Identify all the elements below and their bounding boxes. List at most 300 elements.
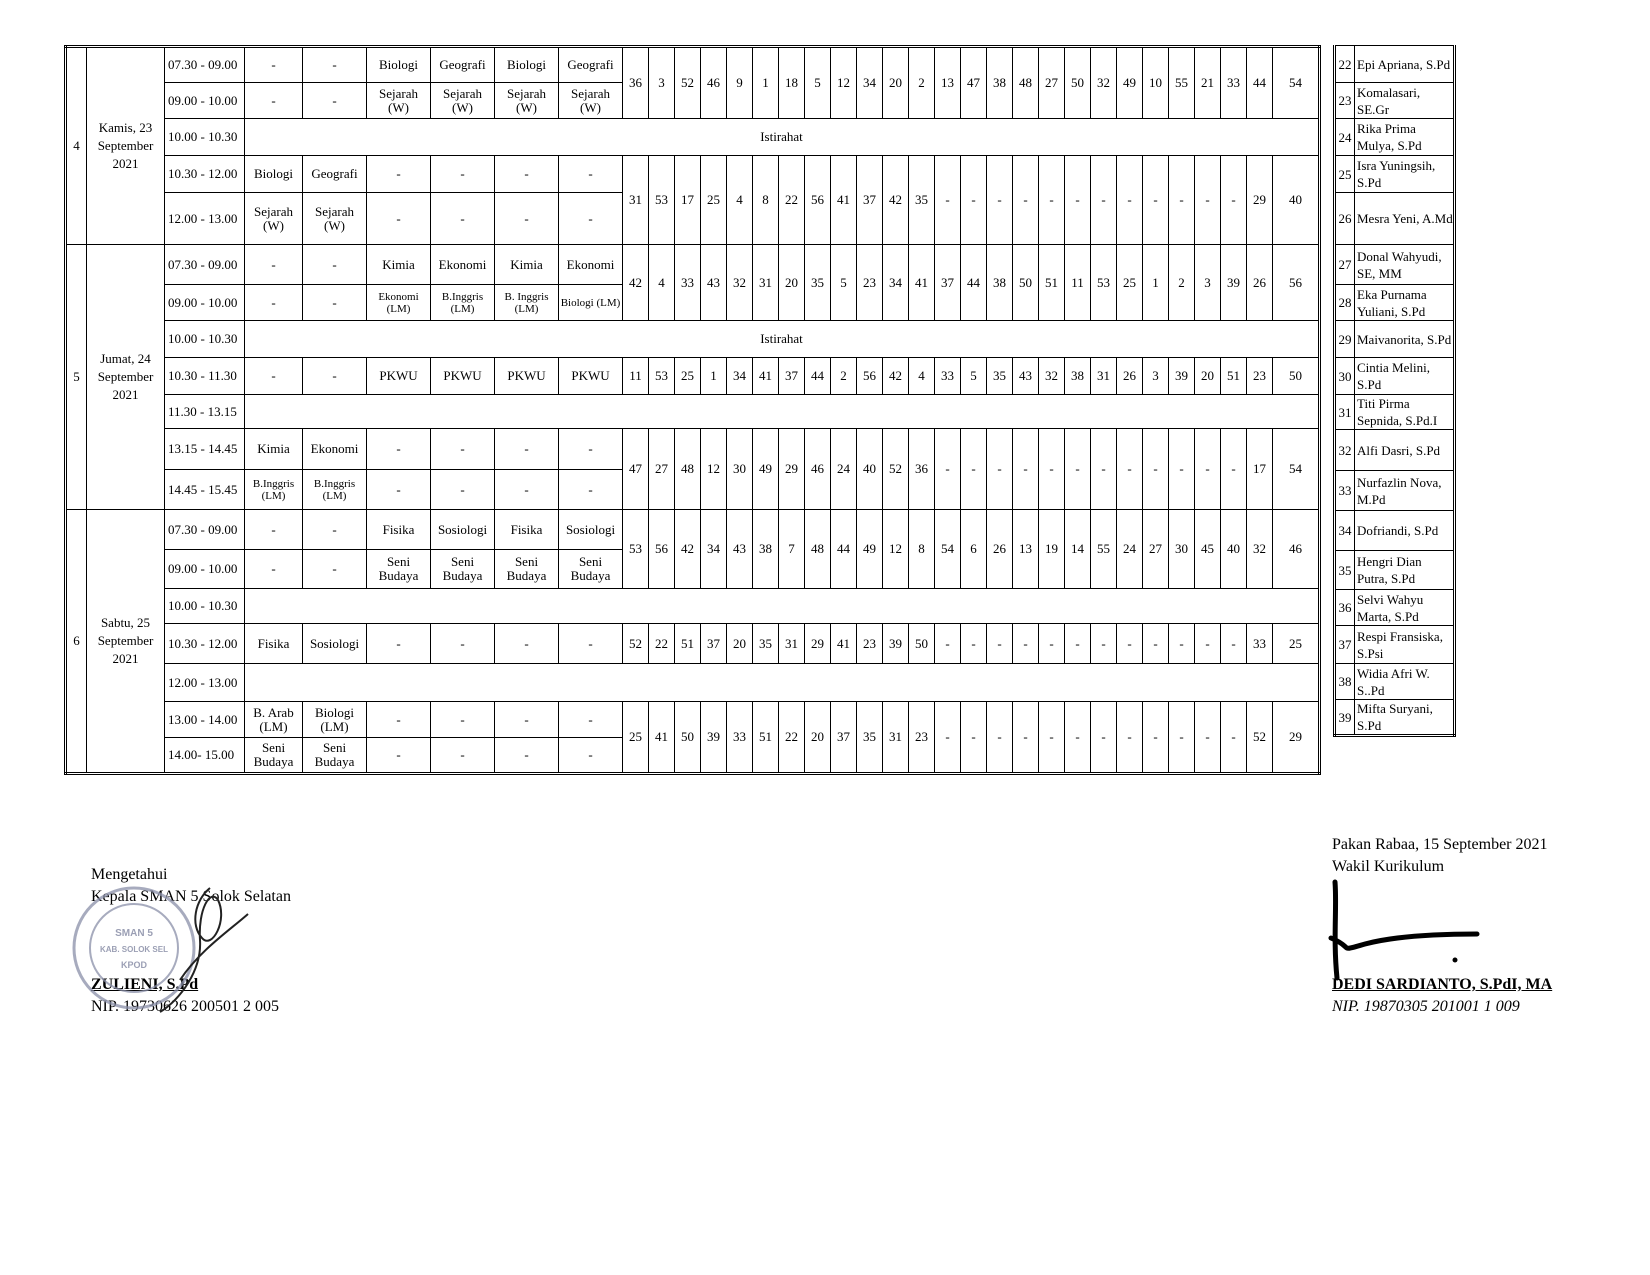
room-number-cell: -	[1065, 624, 1091, 664]
room-number-cell: 33	[935, 358, 961, 395]
subject-cell: Biologi	[245, 156, 303, 193]
subject-cell: B. Arab (LM)	[245, 702, 303, 738]
subject-cell: Kimia	[245, 429, 303, 470]
room-number-cell: -	[961, 156, 987, 245]
room-number-cell: 35	[857, 702, 883, 774]
subject-cell: Sosiologi	[559, 510, 623, 550]
subject-cell: -	[495, 193, 559, 245]
room-number-cell: 9	[727, 47, 753, 119]
room-number-cell: 27	[1143, 510, 1169, 589]
subject-cell: Geografi	[303, 156, 367, 193]
subject-cell: -	[367, 470, 431, 510]
room-number-cell: 34	[727, 358, 753, 395]
room-number-cell: 23	[857, 624, 883, 664]
subject-cell: Sosiologi	[303, 624, 367, 664]
room-number-cell: -	[1195, 429, 1221, 510]
room-number-cell: 12	[701, 429, 727, 510]
room-number-cell: 50	[1013, 245, 1039, 321]
time-slot: 10.30 - 12.00	[165, 156, 245, 193]
schedule-row	[66, 47, 1320, 83]
subject-cell: -	[367, 738, 431, 774]
teacher-number: 31	[1335, 395, 1355, 430]
subject-cell: -	[431, 156, 495, 193]
room-number-cell: 44	[805, 358, 831, 395]
subject-cell: Seni Budaya	[245, 738, 303, 774]
room-number-cell: 34	[701, 510, 727, 589]
subject-cell: -	[431, 702, 495, 738]
room-number-cell: 37	[779, 358, 805, 395]
room-number-cell: 51	[675, 624, 701, 664]
teacher-name: Nurfazlin Nova, M.Pd	[1355, 471, 1455, 511]
room-number-cell: -	[961, 702, 987, 774]
room-number-cell: 20	[805, 702, 831, 774]
room-number-cell: -	[987, 156, 1013, 245]
time-slot: 14.00- 15.00	[165, 738, 245, 774]
room-number-cell: 53	[1091, 245, 1117, 321]
room-number-cell: 1	[1143, 245, 1169, 321]
room-number-cell: -	[1117, 156, 1143, 245]
room-number-cell: 33	[1221, 47, 1247, 119]
subject-cell: Kimia	[367, 245, 431, 285]
room-number-cell: -	[1039, 429, 1065, 510]
room-number-cell: 33	[675, 245, 701, 321]
teacher-row	[1335, 285, 1455, 321]
schedule-row	[66, 156, 1320, 193]
room-number-cell: 50	[1065, 47, 1091, 119]
subject-cell: Ekonomi	[559, 245, 623, 285]
room-number-cell: 32	[1091, 47, 1117, 119]
room-number-cell: 42	[883, 156, 909, 245]
teacher-row	[1335, 119, 1455, 156]
room-number-cell: -	[1221, 429, 1247, 510]
acknowledgement-label: Mengetahui	[91, 866, 168, 883]
room-number-cell: -	[1065, 156, 1091, 245]
subject-cell: -	[367, 702, 431, 738]
room-number-cell: 26	[1117, 358, 1143, 395]
subject-cell: Seni Budaya	[303, 738, 367, 774]
teacher-number: 35	[1335, 551, 1355, 590]
room-number-cell: 30	[1169, 510, 1195, 589]
room-number-cell: 52	[883, 429, 909, 510]
teacher-name: Donal Wahyudi, SE, MM	[1355, 245, 1455, 285]
room-number-cell: 49	[753, 429, 779, 510]
subject-cell: Biologi	[495, 47, 559, 83]
room-number-cell: 5	[831, 245, 857, 321]
day-number: 5	[66, 245, 87, 510]
vice-name: DEDI SARDIANTO, S.PdI, MA	[1332, 976, 1553, 993]
teacher-row	[1335, 430, 1455, 471]
subject-cell: -	[559, 470, 623, 510]
room-number-cell: 56	[805, 156, 831, 245]
subject-cell: -	[303, 47, 367, 83]
teacher-row	[1335, 700, 1455, 736]
room-number-cell: 41	[831, 624, 857, 664]
room-number-cell: 13	[1013, 510, 1039, 589]
room-number-cell: 35	[987, 358, 1013, 395]
room-number-cell: 40	[857, 429, 883, 510]
time-slot: 09.00 - 10.00	[165, 83, 245, 119]
room-number-cell: -	[1013, 429, 1039, 510]
subject-cell: PKWU	[495, 358, 559, 395]
break-row	[66, 589, 1320, 624]
room-number-cell: 25	[1117, 245, 1143, 321]
teacher-number: 23	[1335, 83, 1355, 119]
room-number-cell: 12	[831, 47, 857, 119]
room-number-cell: 54	[935, 510, 961, 589]
room-number-cell: 42	[675, 510, 701, 589]
vice-nip: NIP. 19870305 201001 1 009	[1332, 998, 1520, 1015]
room-number-cell: 31	[883, 702, 909, 774]
teacher-row	[1335, 245, 1455, 285]
subject-cell: -	[245, 550, 303, 589]
room-number-cell: 31	[753, 245, 779, 321]
subject-cell: Seni Budaya	[431, 550, 495, 589]
time-slot: 07.30 - 09.00	[165, 510, 245, 550]
subject-cell: -	[559, 738, 623, 774]
room-number-cell: 52	[1247, 702, 1273, 774]
teacher-row	[1335, 156, 1455, 193]
subject-cell: Ekonomi	[303, 429, 367, 470]
break-label: Istirahat	[245, 321, 1320, 358]
subject-cell: -	[559, 193, 623, 245]
room-number-cell: 20	[1195, 358, 1221, 395]
time-slot: 10.00 - 10.30	[165, 119, 245, 156]
subject-cell: -	[245, 285, 303, 321]
subject-cell: -	[367, 193, 431, 245]
subject-cell: Ekonomi	[431, 245, 495, 285]
room-number-cell: 42	[623, 245, 649, 321]
room-number-cell: -	[987, 624, 1013, 664]
subject-cell: -	[495, 702, 559, 738]
subject-cell: -	[431, 470, 495, 510]
teacher-name: Komalasari, SE.Gr	[1355, 83, 1455, 119]
subject-cell: B.Inggris (LM)	[245, 470, 303, 510]
room-number-cell: -	[1195, 624, 1221, 664]
room-number-cell: -	[1143, 156, 1169, 245]
room-number-cell: 20	[779, 245, 805, 321]
room-number-cell: 51	[753, 702, 779, 774]
break-label	[245, 589, 1320, 624]
day-date: Jumat, 24 September 2021	[87, 245, 165, 510]
svg-text:KAB. SOLOK SEL: KAB. SOLOK SEL	[99, 945, 169, 954]
teacher-row	[1335, 511, 1455, 551]
room-number-cell: 41	[909, 245, 935, 321]
subject-cell: -	[431, 738, 495, 774]
break-label: Istirahat	[245, 119, 1320, 156]
subject-cell: Ekonomi (LM)	[367, 285, 431, 321]
room-number-cell: 56	[1273, 245, 1320, 321]
room-number-cell: 32	[1039, 358, 1065, 395]
subject-cell: Biologi (LM)	[303, 702, 367, 738]
room-number-cell: 38	[987, 245, 1013, 321]
subject-cell: -	[245, 510, 303, 550]
room-number-cell: -	[1169, 156, 1195, 245]
room-number-cell: 47	[623, 429, 649, 510]
room-number-cell: 5	[805, 47, 831, 119]
subject-cell: Geografi	[431, 47, 495, 83]
room-number-cell: 13	[935, 47, 961, 119]
room-number-cell: 8	[909, 510, 935, 589]
room-number-cell: 20	[727, 624, 753, 664]
room-number-cell: 39	[1169, 358, 1195, 395]
teacher-row	[1335, 321, 1455, 358]
room-number-cell: 34	[857, 47, 883, 119]
time-slot: 10.30 - 11.30	[165, 358, 245, 395]
room-number-cell: 48	[805, 510, 831, 589]
room-number-cell: -	[1117, 429, 1143, 510]
place-date: Pakan Rabaa, 15 September 2021	[1332, 836, 1548, 853]
room-number-cell: 36	[909, 429, 935, 510]
subject-cell: Sosiologi	[431, 510, 495, 550]
teacher-row	[1335, 83, 1455, 119]
room-number-cell: 48	[675, 429, 701, 510]
room-number-cell: 18	[779, 47, 805, 119]
subject-cell: Sejarah (W)	[431, 83, 495, 119]
room-number-cell: 40	[1221, 510, 1247, 589]
subject-cell: B.Inggris (LM)	[303, 470, 367, 510]
teacher-number: 34	[1335, 511, 1355, 551]
room-number-cell: 56	[857, 358, 883, 395]
room-number-cell: 25	[675, 358, 701, 395]
day-number: 6	[66, 510, 87, 774]
subject-cell: Biologi (LM)	[559, 285, 623, 321]
subject-cell: Seni Budaya	[495, 550, 559, 589]
room-number-cell: 19	[1039, 510, 1065, 589]
subject-cell: Seni Budaya	[559, 550, 623, 589]
teacher-number: 22	[1335, 46, 1355, 83]
vice-signature-icon	[1325, 878, 1485, 988]
room-number-cell: 41	[649, 702, 675, 774]
room-number-cell: -	[961, 429, 987, 510]
room-number-cell: 2	[831, 358, 857, 395]
time-slot: 13.00 - 14.00	[165, 702, 245, 738]
subject-cell: Sejarah (W)	[559, 83, 623, 119]
room-number-cell: -	[1221, 624, 1247, 664]
teacher-name: Isra Yuningsih, S.Pd	[1355, 156, 1455, 193]
teacher-row	[1335, 590, 1455, 626]
subject-cell: -	[303, 510, 367, 550]
room-number-cell: 46	[805, 429, 831, 510]
svg-text:SMAN 5: SMAN 5	[115, 928, 153, 939]
room-number-cell: 7	[779, 510, 805, 589]
teacher-number: 29	[1335, 321, 1355, 358]
schedule-row	[66, 358, 1320, 395]
time-slot: 07.30 - 09.00	[165, 245, 245, 285]
room-number-cell: 6	[961, 510, 987, 589]
room-number-cell: 40	[1273, 156, 1320, 245]
room-number-cell: -	[1039, 624, 1065, 664]
room-number-cell: 47	[961, 47, 987, 119]
room-number-cell: 29	[779, 429, 805, 510]
room-number-cell: 31	[1091, 358, 1117, 395]
subject-cell: -	[303, 245, 367, 285]
room-number-cell: 23	[909, 702, 935, 774]
room-number-cell: 22	[779, 702, 805, 774]
teacher-number: 30	[1335, 358, 1355, 395]
room-number-cell: 49	[1117, 47, 1143, 119]
room-number-cell: 26	[1247, 245, 1273, 321]
room-number-cell: 43	[701, 245, 727, 321]
subject-cell: PKWU	[367, 358, 431, 395]
subject-cell: -	[431, 624, 495, 664]
room-number-cell: -	[1091, 429, 1117, 510]
room-number-cell: 12	[883, 510, 909, 589]
room-number-cell: 25	[1273, 624, 1320, 664]
room-number-cell: 48	[1013, 47, 1039, 119]
subject-cell: Sejarah (W)	[303, 193, 367, 245]
subject-cell: -	[245, 358, 303, 395]
room-number-cell: 34	[883, 245, 909, 321]
teacher-number: 32	[1335, 430, 1355, 471]
time-slot: 09.00 - 10.00	[165, 550, 245, 589]
room-number-cell: 36	[623, 47, 649, 119]
subject-cell: -	[431, 193, 495, 245]
schedule-row	[66, 510, 1320, 550]
room-number-cell: -	[1143, 429, 1169, 510]
teacher-name: Eka Purnama Yuliani, S.Pd	[1355, 285, 1455, 321]
time-slot: 09.00 - 10.00	[165, 285, 245, 321]
subject-cell: -	[245, 47, 303, 83]
room-number-cell: 38	[753, 510, 779, 589]
subject-cell: Sejarah (W)	[495, 83, 559, 119]
room-number-cell: 31	[779, 624, 805, 664]
subject-cell: -	[245, 245, 303, 285]
room-number-cell: 11	[623, 358, 649, 395]
day-date: Kamis, 23 September 2021	[87, 47, 165, 245]
teacher-row	[1335, 46, 1455, 83]
subject-cell: Fisika	[367, 510, 431, 550]
teacher-row	[1335, 626, 1455, 664]
room-number-cell: 41	[831, 156, 857, 245]
principal-title: Kepala SMAN 5 Solok Selatan	[91, 888, 291, 905]
subject-cell: -	[245, 83, 303, 119]
teacher-row	[1335, 193, 1455, 245]
room-number-cell: -	[1039, 156, 1065, 245]
room-number-cell: 2	[909, 47, 935, 119]
room-number-cell: -	[1195, 156, 1221, 245]
room-number-cell: -	[1013, 702, 1039, 774]
time-slot: 14.45 - 15.45	[165, 470, 245, 510]
room-number-cell: -	[1169, 624, 1195, 664]
room-number-cell: 54	[1273, 429, 1320, 510]
subject-cell: -	[495, 156, 559, 193]
room-number-cell: -	[935, 429, 961, 510]
room-number-cell: 8	[753, 156, 779, 245]
time-slot: 10.00 - 10.30	[165, 589, 245, 624]
teacher-name: Hengri Dian Putra, S.Pd	[1355, 551, 1455, 590]
teacher-number: 38	[1335, 664, 1355, 700]
room-number-cell: 14	[1065, 510, 1091, 589]
room-number-cell: 4	[909, 358, 935, 395]
subject-cell: PKWU	[431, 358, 495, 395]
svg-text:KPOD: KPOD	[120, 960, 148, 970]
room-number-cell: -	[1143, 702, 1169, 774]
room-number-cell: 25	[623, 702, 649, 774]
room-number-cell: -	[1195, 702, 1221, 774]
subject-cell: -	[303, 285, 367, 321]
room-number-cell: -	[1091, 624, 1117, 664]
room-number-cell: -	[1117, 624, 1143, 664]
subject-cell: -	[559, 702, 623, 738]
room-number-cell: 20	[883, 47, 909, 119]
day-date: Sabtu, 25 September 2021	[87, 510, 165, 774]
room-number-cell: 37	[831, 702, 857, 774]
room-number-cell: 46	[701, 47, 727, 119]
teacher-number: 26	[1335, 193, 1355, 245]
room-number-cell: -	[1065, 429, 1091, 510]
subject-cell: -	[495, 429, 559, 470]
room-number-cell: 3	[1195, 245, 1221, 321]
room-number-cell: 44	[831, 510, 857, 589]
room-number-cell: 35	[805, 245, 831, 321]
day-number: 4	[66, 47, 87, 245]
vice-title: Wakil Kurikulum	[1332, 858, 1445, 875]
teacher-number: 39	[1335, 700, 1355, 736]
teacher-number: 36	[1335, 590, 1355, 626]
room-number-cell: 30	[727, 429, 753, 510]
room-number-cell: 32	[1247, 510, 1273, 589]
room-number-cell: 52	[623, 624, 649, 664]
teacher-name: Selvi Wahyu Marta, S.Pd	[1355, 590, 1455, 626]
subject-cell: Fisika	[245, 624, 303, 664]
room-number-cell: -	[1013, 156, 1039, 245]
time-slot: 13.15 - 14.45	[165, 429, 245, 470]
room-number-cell: -	[935, 156, 961, 245]
room-number-cell: 21	[1195, 47, 1221, 119]
teacher-row	[1335, 664, 1455, 700]
room-number-cell: 51	[1039, 245, 1065, 321]
room-number-cell: 53	[623, 510, 649, 589]
teacher-name: Alfi Dasri, S.Pd	[1355, 430, 1455, 471]
room-number-cell: 4	[727, 156, 753, 245]
room-number-cell: -	[987, 702, 1013, 774]
room-number-cell: 38	[987, 47, 1013, 119]
room-number-cell: 49	[857, 510, 883, 589]
room-number-cell: 37	[935, 245, 961, 321]
schedule-row	[66, 702, 1320, 738]
room-number-cell: 56	[649, 510, 675, 589]
teacher-name: Mifta Suryani, S.Pd	[1355, 700, 1455, 736]
room-number-cell: 23	[857, 245, 883, 321]
room-number-cell: -	[1117, 702, 1143, 774]
room-number-cell: -	[1065, 702, 1091, 774]
time-slot: 07.30 - 09.00	[165, 47, 245, 83]
room-number-cell: 53	[649, 358, 675, 395]
time-slot: 12.00 - 13.00	[165, 664, 245, 702]
room-number-cell: 51	[1221, 358, 1247, 395]
time-slot: 11.30 - 13.15	[165, 395, 245, 429]
teacher-name: Cintia Melini, S.Pd	[1355, 358, 1455, 395]
room-number-cell: -	[1143, 624, 1169, 664]
schedule-row	[66, 245, 1320, 285]
teacher-number: 37	[1335, 626, 1355, 664]
teacher-row	[1335, 395, 1455, 430]
subject-cell: Kimia	[495, 245, 559, 285]
schedule-row	[66, 624, 1320, 664]
room-number-cell: -	[935, 702, 961, 774]
room-number-cell: 32	[727, 245, 753, 321]
subject-cell: -	[495, 738, 559, 774]
break-row	[66, 395, 1320, 429]
room-number-cell: 43	[727, 510, 753, 589]
room-number-cell: 26	[987, 510, 1013, 589]
room-number-cell: 27	[1039, 47, 1065, 119]
teacher-number: 25	[1335, 156, 1355, 193]
room-number-cell: -	[1091, 156, 1117, 245]
subject-cell: -	[431, 429, 495, 470]
room-number-cell: 29	[805, 624, 831, 664]
room-number-cell: 52	[675, 47, 701, 119]
